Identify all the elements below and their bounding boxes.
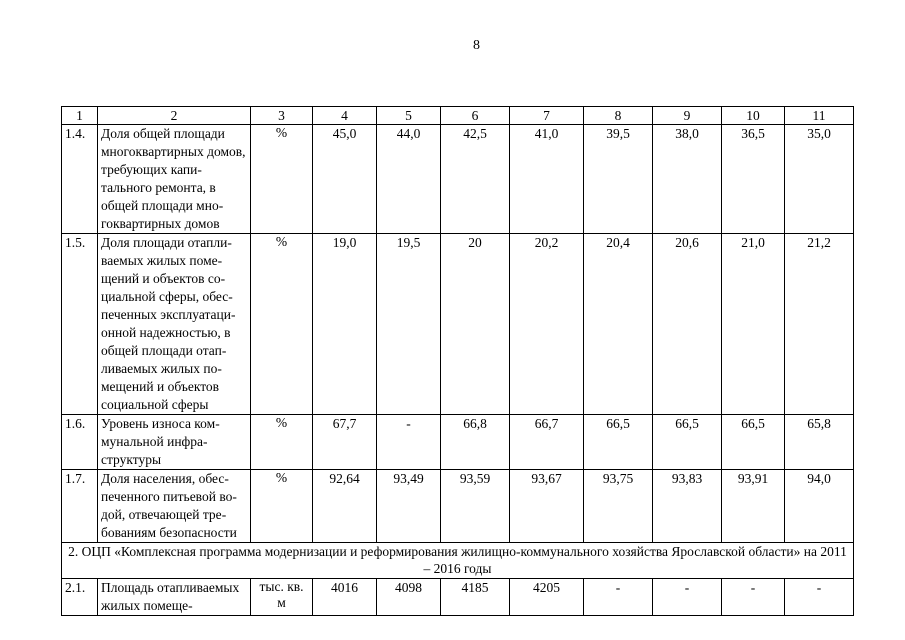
column-header: 4 bbox=[313, 107, 377, 125]
value-cell: 42,5 bbox=[441, 125, 510, 234]
value-cell: 93,67 bbox=[510, 470, 584, 543]
value-cell: 44,0 bbox=[377, 125, 441, 234]
value-cell: 94,0 bbox=[785, 470, 854, 543]
indicators-table bbox=[61, 106, 854, 616]
value-cell: 93,59 bbox=[441, 470, 510, 543]
value-cell: - bbox=[722, 579, 785, 616]
value-cell: - bbox=[653, 579, 722, 616]
value-cell: 39,5 bbox=[584, 125, 653, 234]
column-header: 6 bbox=[441, 107, 510, 125]
indicator-name: Доля населения, обеспеченного питьевой водой, отвечающей требованиям безопасности bbox=[98, 470, 251, 543]
table-row bbox=[62, 125, 854, 234]
table-row bbox=[62, 579, 854, 616]
table-row bbox=[62, 234, 854, 415]
value-cell: - bbox=[785, 579, 854, 616]
value-cell: 20,4 bbox=[584, 234, 653, 415]
table-row bbox=[62, 415, 854, 470]
value-cell: 93,91 bbox=[722, 470, 785, 543]
value-cell: 19,5 bbox=[377, 234, 441, 415]
indicator-name: Доля площади отапливаемых жилых помещений и объектов социальной сферы, обеспеченных эксплуатационной надежностью, в общей площади отапливаемых жилых помещений и объектов социальной сферы bbox=[98, 234, 251, 415]
section-title: 2. ОЦП «Комплексная программа модернизации и реформирования жилищно-коммунального хозяйства Ярославской области» на 2011 – 2016 годы bbox=[62, 543, 854, 579]
value-cell: 65,8 bbox=[785, 415, 854, 470]
value-cell: 4185 bbox=[441, 579, 510, 616]
column-header: 10 bbox=[722, 107, 785, 125]
value-cell: 66,5 bbox=[722, 415, 785, 470]
table-row bbox=[62, 470, 854, 543]
row-number: 1.4. bbox=[62, 125, 98, 234]
column-header: 7 bbox=[510, 107, 584, 125]
column-header: 5 bbox=[377, 107, 441, 125]
value-cell: 66,5 bbox=[653, 415, 722, 470]
value-cell: 93,75 bbox=[584, 470, 653, 543]
value-cell: 20,6 bbox=[653, 234, 722, 415]
section-heading-row bbox=[62, 543, 854, 579]
column-numbers-row bbox=[62, 107, 854, 125]
unit-cell: % bbox=[251, 415, 313, 470]
value-cell: 36,5 bbox=[722, 125, 785, 234]
row-number: 1.7. bbox=[62, 470, 98, 543]
column-header: 3 bbox=[251, 107, 313, 125]
value-cell: 21,2 bbox=[785, 234, 854, 415]
value-cell: 66,5 bbox=[584, 415, 653, 470]
indicator-name: Доля общей площади многоквартирных домов, требующих капитального ремонта, в общей площади многоквартирных домов bbox=[98, 125, 251, 234]
value-cell: 66,8 bbox=[441, 415, 510, 470]
column-header: 9 bbox=[653, 107, 722, 125]
page-number: 8 bbox=[473, 38, 480, 53]
unit-cell: % bbox=[251, 470, 313, 543]
value-cell: 20,2 bbox=[510, 234, 584, 415]
value-cell: - bbox=[584, 579, 653, 616]
value-cell: 20 bbox=[441, 234, 510, 415]
indicator-name: Площадь отапливаемых жилых помеще- bbox=[98, 579, 251, 616]
value-cell: 35,0 bbox=[785, 125, 854, 234]
column-header: 11 bbox=[785, 107, 854, 125]
value-cell: 4205 bbox=[510, 579, 584, 616]
value-cell: 38,0 bbox=[653, 125, 722, 234]
value-cell: 93,49 bbox=[377, 470, 441, 543]
value-cell: 4016 bbox=[313, 579, 377, 616]
value-cell: 66,7 bbox=[510, 415, 584, 470]
row-number: 2.1. bbox=[62, 579, 98, 616]
column-header: 2 bbox=[98, 107, 251, 125]
value-cell: 41,0 bbox=[510, 125, 584, 234]
value-cell: 67,7 bbox=[313, 415, 377, 470]
value-cell: 4098 bbox=[377, 579, 441, 616]
value-cell: - bbox=[377, 415, 441, 470]
value-cell: 92,64 bbox=[313, 470, 377, 543]
value-cell: 21,0 bbox=[722, 234, 785, 415]
row-number: 1.6. bbox=[62, 415, 98, 470]
unit-cell: % bbox=[251, 125, 313, 234]
column-header: 1 bbox=[62, 107, 98, 125]
value-cell: 93,83 bbox=[653, 470, 722, 543]
unit-cell: % bbox=[251, 234, 313, 415]
column-header: 8 bbox=[584, 107, 653, 125]
indicator-name: Уровень износа коммунальной инфраструктуры bbox=[98, 415, 251, 470]
unit-cell: тыс. кв. м bbox=[251, 579, 313, 616]
value-cell: 45,0 bbox=[313, 125, 377, 234]
row-number: 1.5. bbox=[62, 234, 98, 415]
value-cell: 19,0 bbox=[313, 234, 377, 415]
